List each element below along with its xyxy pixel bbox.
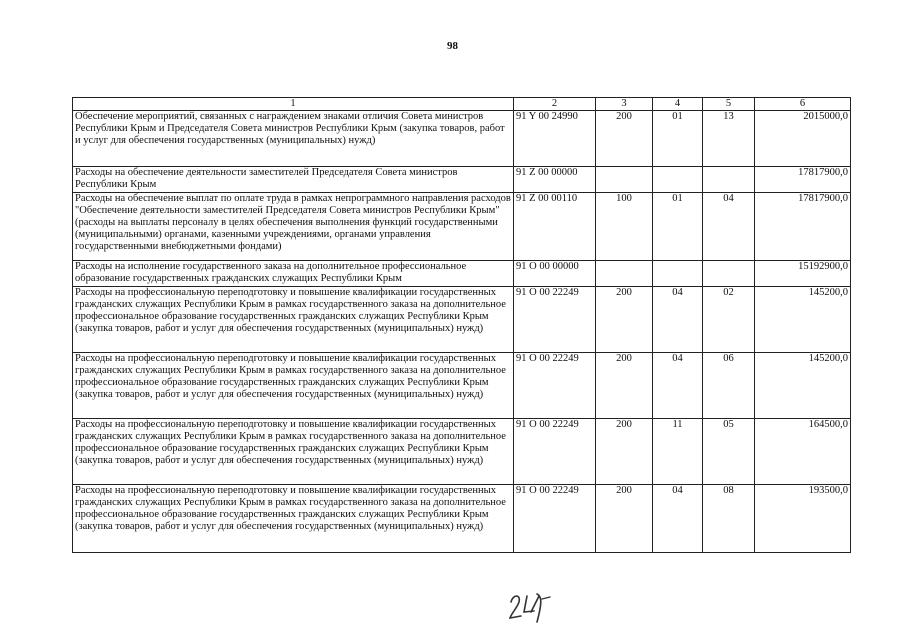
row-amount: 164500,0 xyxy=(755,419,851,485)
header-cell: 2 xyxy=(514,98,596,111)
table-row xyxy=(73,485,851,553)
header-cell: 1 xyxy=(73,98,514,111)
row-subsection xyxy=(703,261,755,287)
row-amount: 193500,0 xyxy=(755,485,851,553)
row-subsection xyxy=(703,167,755,193)
row-description: Расходы на профессиональную переподготовку и повышение квалификации государственных гражданских служащих Республики Крым в рамках государственного заказа на дополнительное профессиональное образование государственных гражданских служащих Республики Крым (закупка товаров, работ и услуг для обеспечения государственных (муниципальных) нужд) xyxy=(73,353,514,419)
table-row xyxy=(73,111,851,167)
row-subsection: 13 xyxy=(703,111,755,167)
row-code: 91 О 00 22249 xyxy=(514,485,596,553)
table-row xyxy=(73,353,851,419)
row-type: 200 xyxy=(596,111,653,167)
row-description: Расходы на обеспечение деятельности заместителей Председателя Совета министров Республики Крым xyxy=(73,167,514,193)
row-section xyxy=(653,167,703,193)
row-type xyxy=(596,261,653,287)
row-description: Расходы на профессиональную переподготовку и повышение квалификации государственных гражданских служащих Республики Крым в рамках государственного заказа на дополнительное профессиональное образование государственных гражданских служащих Республики Крым (закупка товаров, работ и услуг для обеспечения государственных (муниципальных) нужд) xyxy=(73,419,514,485)
row-type: 200 xyxy=(596,485,653,553)
header-row xyxy=(73,98,851,111)
row-type: 200 xyxy=(596,419,653,485)
row-amount: 145200,0 xyxy=(755,353,851,419)
row-type: 100 xyxy=(596,193,653,261)
row-subsection: 02 xyxy=(703,287,755,353)
header-cell: 3 xyxy=(596,98,653,111)
row-description: Расходы на профессиональную переподготовку и повышение квалификации государственных гражданских служащих Республики Крым в рамках государственного заказа на дополнительное профессиональное образование государственных гражданских служащих Республики Крым (закупка товаров, работ и услуг для обеспечения государственных (муниципальных) нужд) xyxy=(73,287,514,353)
table-row xyxy=(73,261,851,287)
row-subsection: 08 xyxy=(703,485,755,553)
row-amount: 17817900,0 xyxy=(755,193,851,261)
row-code: 91 О 00 22249 xyxy=(514,353,596,419)
table-row xyxy=(73,193,851,261)
row-description: Расходы на обеспечение выплат по оплате труда в рамках непрограммного направления расходов "Обеспечение деятельности заместителей Председателя Совета министров Республики Крым" (расходы на выплаты персоналу в целях обеспечения выполнения функций государственными (муниципальными) органами, казенными учреждениями, органами управления государственными внебюджетными фондами) xyxy=(73,193,514,261)
header-cell: 6 xyxy=(755,98,851,111)
table-row xyxy=(73,167,851,193)
row-subsection: 05 xyxy=(703,419,755,485)
row-amount: 15192900,0 xyxy=(755,261,851,287)
row-section: 04 xyxy=(653,287,703,353)
row-type: 200 xyxy=(596,287,653,353)
table-row xyxy=(73,287,851,353)
row-section: 01 xyxy=(653,193,703,261)
row-code: 91 О 00 22249 xyxy=(514,287,596,353)
row-section: 04 xyxy=(653,485,703,553)
row-section xyxy=(653,261,703,287)
table-row xyxy=(73,419,851,485)
row-section: 04 xyxy=(653,353,703,419)
row-amount: 145200,0 xyxy=(755,287,851,353)
row-description: Расходы на профессиональную переподготовку и повышение квалификации государственных гражданских служащих Республики Крым в рамках государственного заказа на дополнительное профессиональное образование государственных гражданских служащих Республики Крым (закупка товаров, работ и услуг для обеспечения государственных (муниципальных) нужд) xyxy=(73,485,514,553)
row-section: 11 xyxy=(653,419,703,485)
row-subsection: 06 xyxy=(703,353,755,419)
row-code: 91 Z 00 00000 xyxy=(514,167,596,193)
row-amount: 2015000,0 xyxy=(755,111,851,167)
budget-table xyxy=(72,97,851,553)
row-type: 200 xyxy=(596,353,653,419)
row-type xyxy=(596,167,653,193)
header-cell: 4 xyxy=(653,98,703,111)
row-code: 91 Z 00 00110 xyxy=(514,193,596,261)
row-description: Расходы на исполнение государственного заказа на дополнительное профессиональное образование государственных гражданских служащих Республики Крым xyxy=(73,261,514,287)
row-code: 91 О 00 00000 xyxy=(514,261,596,287)
page-number: 98 xyxy=(447,40,458,52)
row-section: 01 xyxy=(653,111,703,167)
row-code: 91 О 00 22249 xyxy=(514,419,596,485)
handwritten-page-number xyxy=(507,590,557,624)
row-subsection: 04 xyxy=(703,193,755,261)
row-description: Обеспечение мероприятий, связанных с награждением знаками отличия Совета министров Республики Крым и Председателя Совета министров Республики Крым (закупка товаров, работ и услуг для обеспечения государственных (муниципальных) нужд) xyxy=(73,111,514,167)
row-amount: 17817900,0 xyxy=(755,167,851,193)
header-cell: 5 xyxy=(703,98,755,111)
row-code: 91 Y 00 24990 xyxy=(514,111,596,167)
